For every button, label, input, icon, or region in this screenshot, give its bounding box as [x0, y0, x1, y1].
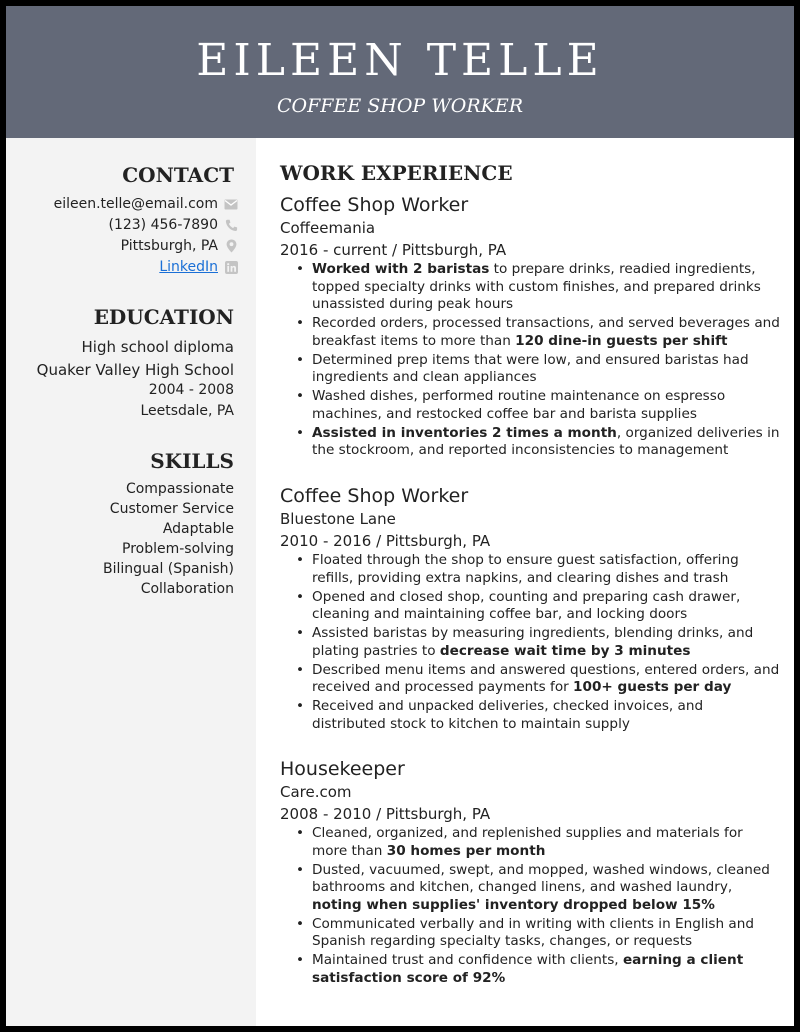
- email-text: eileen.telle@email.com: [53, 196, 218, 212]
- sidebar: [6, 138, 256, 1026]
- bullet-highlight: 100+ guests per day: [573, 679, 732, 695]
- job-entry: [280, 757, 780, 989]
- bullet-highlight: Worked with 2 baristas: [312, 261, 490, 277]
- bullet-text: Communicated verbally and in writing with clients in English and Spanish regarding specialty tasks, changes, or requests: [312, 915, 754, 949]
- skill-item: Compassionate: [125, 481, 234, 497]
- bullet-text: Determined prep items that were low, and ensured baristas had ingredients and clean appliances: [312, 351, 749, 385]
- job-bullet-item: [312, 352, 780, 387]
- skill-item: Customer Service: [109, 501, 234, 517]
- job-title: Coffee Shop Worker: [280, 194, 469, 216]
- bullet-text: , organized deliveries in the stockroom, and reported inconsistencies to management: [312, 424, 780, 458]
- contact-email: [54, 194, 238, 214]
- contact-location: [121, 236, 238, 256]
- education-school: Quaker Valley High School: [36, 361, 234, 379]
- job-bullet-item: [312, 425, 780, 460]
- job-bullet-item: [312, 862, 780, 915]
- map-pin-icon: [224, 239, 238, 253]
- bullet-text: Described menu items and answered questions, entered orders, and received and processed payments for: [312, 661, 780, 695]
- job-bullet-item: [312, 698, 780, 733]
- job-dates-location: 2008 - 2010 / Pittsburgh, PA: [280, 805, 491, 823]
- bullet-highlight: 30 homes per month: [386, 842, 546, 859]
- job-bullet-item: [312, 916, 780, 951]
- job-entry: [280, 193, 780, 461]
- job-bullets: [280, 261, 780, 460]
- job-company: Coffeemania: [280, 219, 376, 237]
- bullet-highlight: Assisted in inventories 2 times a month: [312, 424, 617, 441]
- job-bullet-item: [312, 952, 780, 987]
- education-degree: High school diploma: [81, 338, 234, 356]
- job-company: Care.com: [280, 783, 352, 801]
- bullet-text: Dusted, vacuumed, swept, and mopped, washed windows, cleaned bathrooms and kitchen, changed linens, and washed laundry,: [312, 861, 770, 895]
- job-entry: [280, 484, 780, 735]
- job-bullet-item: [312, 589, 780, 624]
- education-location: Leetsdale, PA: [140, 403, 234, 419]
- job-dates-location: 2016 - current / Pittsburgh, PA: [280, 241, 507, 259]
- job-bullet-item: [312, 552, 780, 587]
- job-title: Coffee Shop Worker: [280, 485, 469, 507]
- bullet-highlight: noting when supplies' inventory dropped below 15%: [312, 896, 715, 913]
- linkedin-icon[interactable]: [224, 260, 238, 274]
- skill-item: Adaptable: [162, 521, 234, 537]
- bullet-text: to prepare drinks, readied ingredients, topped specialty drinks with custom finishes, and prepared drinks unassisted during peak hours: [312, 261, 761, 312]
- bullet-text: Cleaned, organized, and replenished supplies and materials for more than: [312, 825, 743, 859]
- job-company: Bluestone Lane: [280, 510, 396, 528]
- bullet-text: Received and unpacked deliveries, checked invoices, and distributed stock to kitchen to maintain supply: [312, 698, 704, 732]
- bullet-text: Assisted baristas by measuring ingredients, blending drinks, and plating pastries to: [312, 625, 754, 659]
- job-bullet-item: [312, 315, 780, 350]
- phone-icon: [224, 218, 238, 232]
- phone-text: (123) 456-7890: [108, 217, 218, 233]
- resume-page: [6, 6, 794, 1026]
- skill-item: Bilingual (Spanish): [102, 561, 234, 577]
- linkedin-link[interactable]: LinkedIn: [159, 259, 218, 275]
- bullet-highlight: 120 dine-in guests per shift: [515, 332, 728, 349]
- candidate-name: EILEEN TELLE: [196, 35, 604, 86]
- bullet-text: Washed dishes, performed routine maintenance on espresso machines, and restocked coffee bar and barista supplies: [312, 388, 726, 422]
- job-bullet-item: [312, 261, 780, 314]
- job-dates-location: 2010 - 2016 / Pittsburgh, PA: [280, 532, 491, 550]
- bullet-text: Recorded orders, processed transactions, and served beverages and breakfast items to more than: [312, 315, 780, 349]
- job-bullet-item: [312, 388, 780, 423]
- envelope-icon: [224, 197, 238, 211]
- bullet-highlight: earning a client satisfaction score of 92%: [312, 952, 744, 986]
- job-bullets: [280, 552, 780, 733]
- job-bullets: [280, 825, 780, 987]
- bullet-text: Floated through the shop to ensure guest satisfaction, offering refills, providing extra napkins, and clearing dishes and trash: [312, 552, 739, 586]
- contact-linkedin: [159, 257, 238, 277]
- job-title: Housekeeper: [280, 758, 405, 780]
- education-years: 2004 - 2008: [148, 382, 234, 398]
- job-bullet-item: [312, 825, 780, 860]
- education-heading: EDUCATION: [93, 305, 234, 329]
- skills-heading: SKILLS: [150, 449, 234, 473]
- bullet-text: Maintained trust and confidence with clients,: [312, 952, 623, 968]
- job-bullet-item: [312, 625, 780, 660]
- bullet-highlight: decrease wait time by 3 minutes: [439, 642, 691, 659]
- contact-phone: [109, 215, 239, 235]
- location-text: Pittsburgh, PA: [120, 238, 218, 254]
- candidate-role: COFFEE SHOP WORKER: [276, 95, 524, 117]
- skill-item: Collaboration: [140, 581, 234, 597]
- contact-heading: CONTACT: [122, 163, 234, 187]
- bullet-text: Opened and closed shop, counting and preparing cash drawer, cleaning and maintaining coffee bar, and locking doors: [312, 588, 741, 622]
- resume-header: [6, 6, 794, 138]
- work-experience-heading: WORK EXPERIENCE: [280, 161, 513, 185]
- skill-item: Problem-solving: [122, 541, 234, 557]
- job-bullet-item: [312, 662, 780, 697]
